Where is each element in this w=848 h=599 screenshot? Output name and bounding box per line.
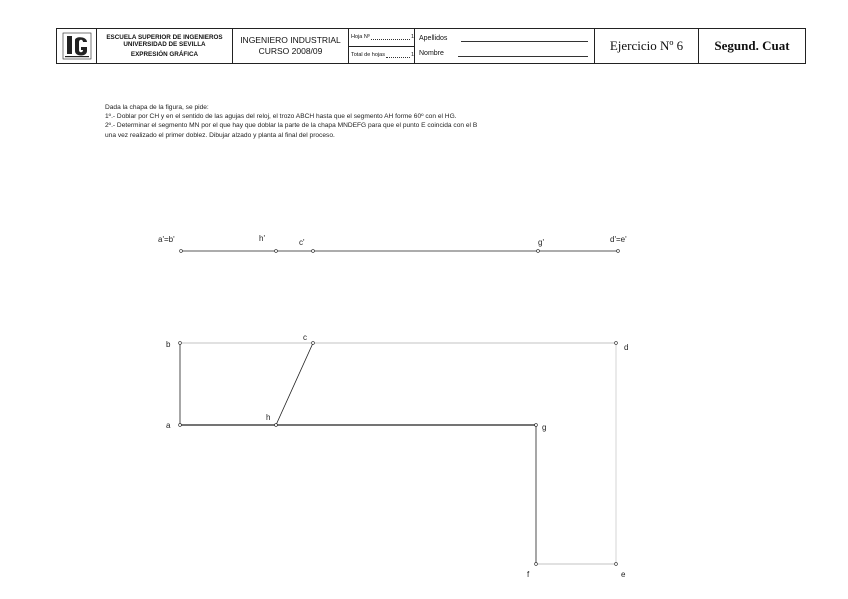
school-name: ESCUELA SUPERIOR DE INGENIEROS [106,33,223,41]
surname-label: Apellidos [419,35,448,42]
point-a [179,424,182,427]
point-b [179,342,182,345]
point-e [615,563,618,566]
label-c: c [303,333,307,342]
point-g-elev [537,250,540,253]
term-label: Segund. Cuat [714,38,790,53]
label-h-elev: h' [259,234,265,243]
label-g-elev: g' [538,238,544,247]
label-a: a [166,421,171,430]
department-name: EXPRESIÓN GRÁFICA [130,50,199,58]
label-ab-elev: a'=b' [158,235,175,244]
statement-line-4: una vez realizado el primer doblez. Dibujar alzado y planta al final del proceso. [105,131,335,139]
total-sheets-value: 1 [410,51,414,58]
point-h [275,424,278,427]
label-g: g [542,423,547,432]
point-g [535,424,538,427]
label-b: b [166,340,171,349]
fold-line-ch [276,343,313,425]
statement-line-1: Dada la chapa de la figura, se pide: [105,104,209,111]
label-de-elev: d'=e' [610,235,627,244]
name-label: Nombre [419,50,444,57]
statement-line-2: 1º.- Doblar por CH y en el sentido de las agujas del reloj, el trozo ABCH hasta que el segmento AH forme 60º con el HG. [105,113,457,121]
label-h: h [266,413,271,422]
point-c [312,342,315,345]
point-d [615,342,618,345]
label-f: f [527,570,530,579]
point-f [535,563,538,566]
point-c-elev [312,250,315,253]
degree-name: INGENIERO INDUSTRIAL [240,35,341,45]
statement-line-3: 2º.- Determinar el segmento MN por el que hay que doblar la parte de la chapa MNDEFG para que el punto E coincida con el B [105,122,478,130]
university-name: UNIVERSIDAD DE SEVILLA [123,41,206,49]
exercise-number: Ejercicio Nº 6 [595,29,699,63]
point-de-elev [617,250,620,253]
label-c-elev: c' [299,238,305,247]
point-ab-elev [180,250,183,253]
point-h-elev [275,250,278,253]
sheet-number-label: Hoja Nº [351,34,370,41]
sheet-number-value: 1 [410,34,414,41]
label-d: d [624,343,629,352]
course-year: CURSO 2008/09 [258,46,323,56]
label-e: e [621,570,626,579]
total-sheets-label: Total de hojas [351,51,385,58]
